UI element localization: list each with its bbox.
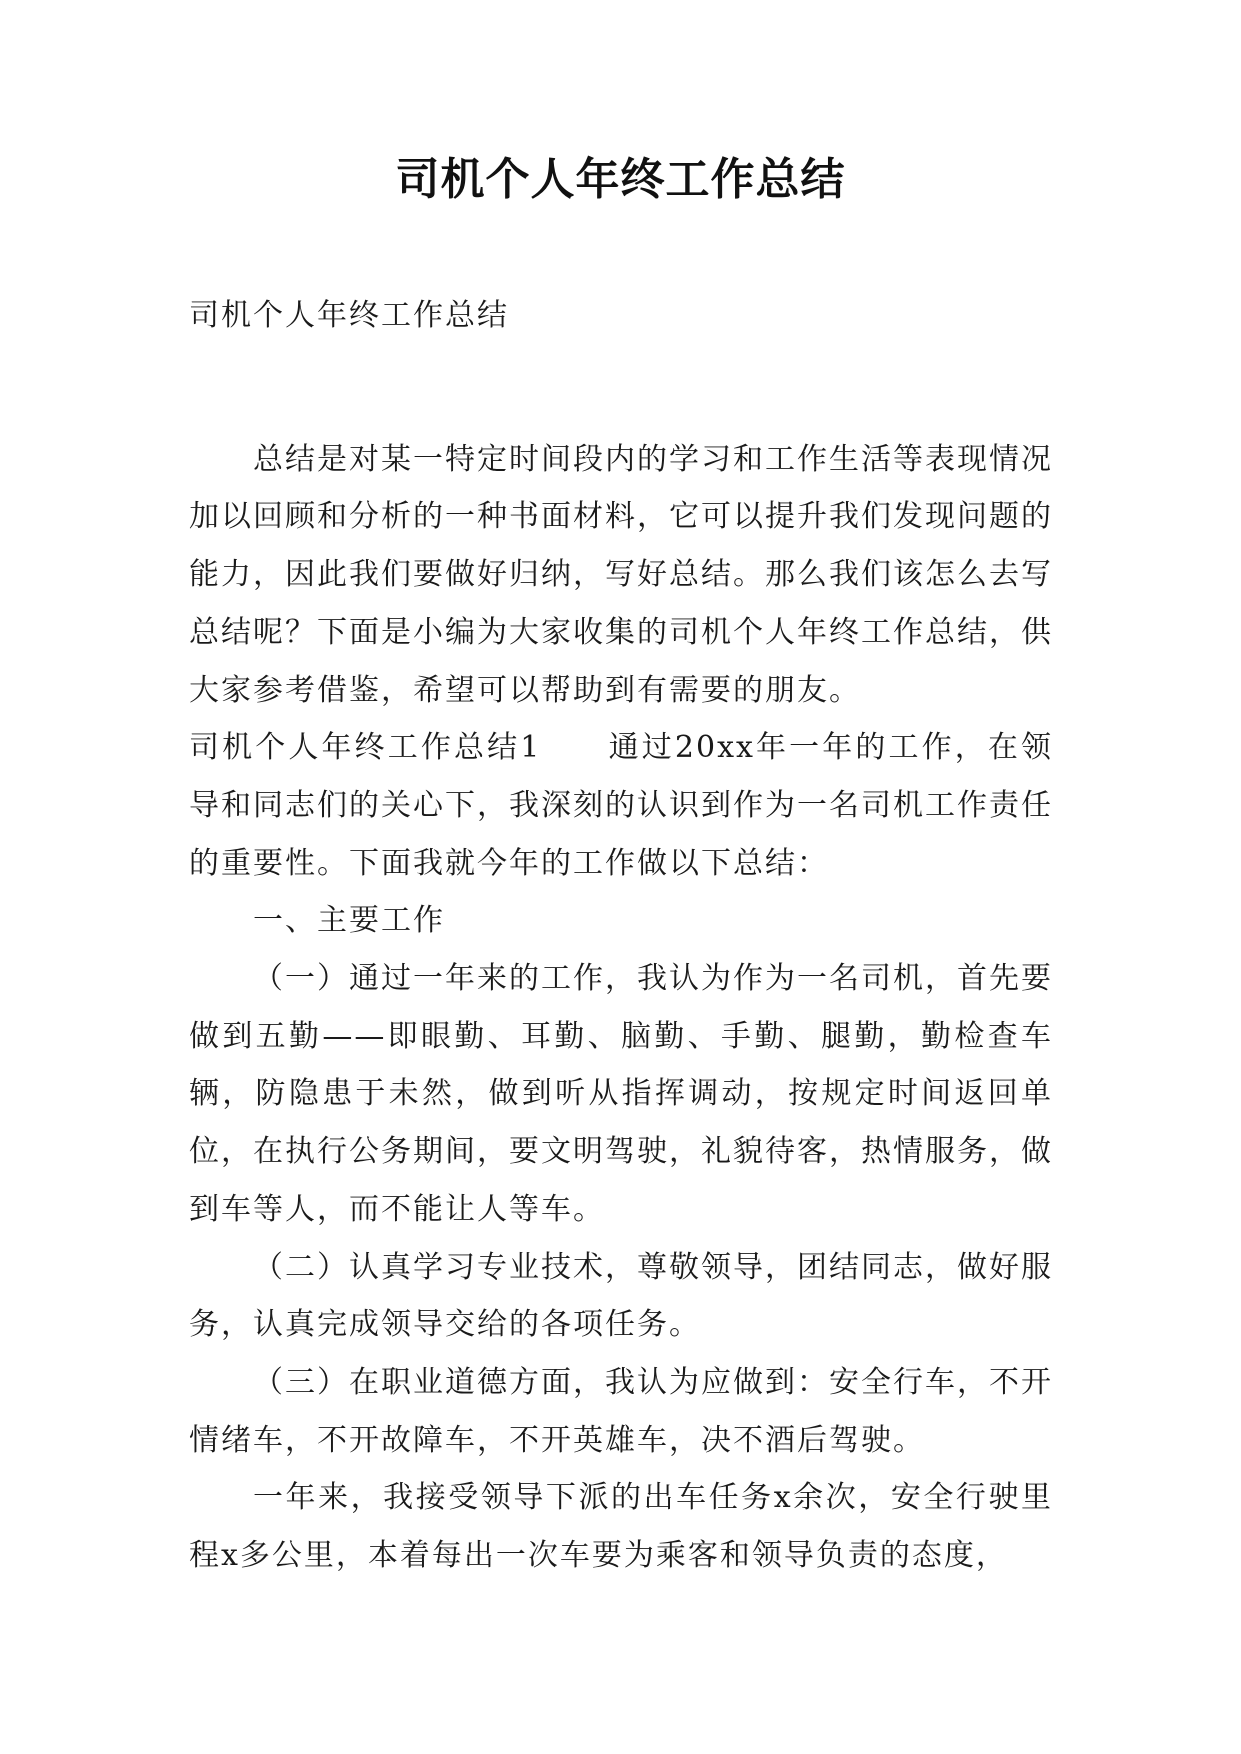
paragraph-item-three: （三）在职业道德方面，我认为应做到：安全行车，不开情绪车，不开故障车，不开英雄车，决不酒后驾驶。 (189, 1364, 1053, 1458)
document-body (189, 287, 1053, 1585)
paragraph-summary-1-opening: 司机个人年终工作总结1 通过20xx年一年的工作，在领导和同志们的关心下，我深刻的认识到作为一名司机工作责任的重要性。下面我就今年的工作做以下总结： (189, 730, 1053, 881)
document-title: 司机个人年终工作总结 (395, 154, 846, 205)
paragraph-year-review: 一年来，我接受领导下派的出车任务x余次，安全行驶里程x多公里，本着每出一次车要为乘客和领导负责的态度， (189, 1480, 1053, 1574)
paragraph-item-one: （一）通过一年来的工作，我认为作为一名司机，首先要做到五勤——即眼勤、耳勤、脑勤、手勤、腿勤，勤检查车辆，防隐患于未然，做到听从指挥调动，按规定时间返回单位，在执行公务期间，要文明驾驶，礼貌待客，热情服务，做到车等人，而不能让人等车。 (189, 961, 1053, 1227)
document-subtitle: 司机个人年终工作总结 (189, 298, 509, 333)
paragraph-intro: 总结是对某一特定时间段内的学习和工作生活等表现情况加以回顾和分析的一种书面材料，它可以提升我们发现问题的能力，因此我们要做好归纳，写好总结。那么我们该怎么去写总结呢？下面是小编为大家收集的司机个人年终工作总结，供大家参考借鉴，希望可以帮助到有需要的朋友。 (189, 441, 1053, 708)
section-heading-main-work: 一、主要工作 (253, 903, 445, 939)
paragraph-item-two: （二）认真学习专业技术，尊敬领导，团结同志，做好服务，认真完成领导交给的各项任务。 (189, 1249, 1053, 1343)
